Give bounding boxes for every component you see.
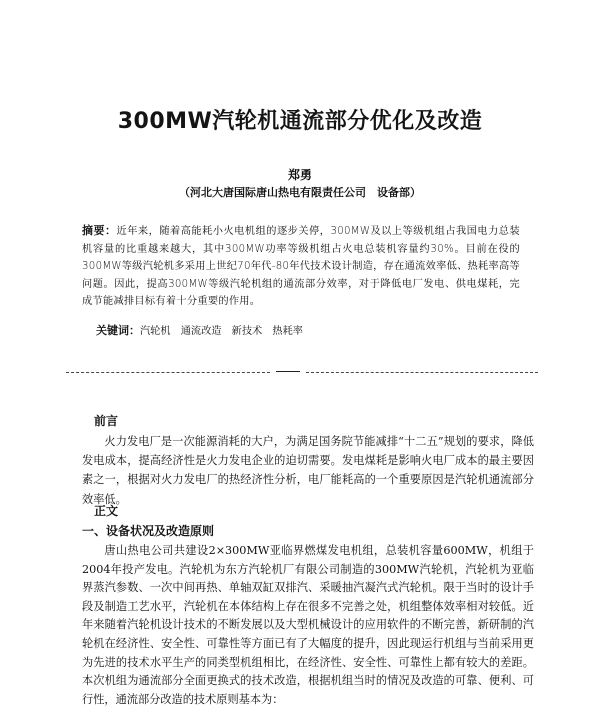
separator-rule-mid xyxy=(276,371,300,372)
preface-heading: 前言 xyxy=(94,414,119,428)
separator-rule-left xyxy=(66,372,270,373)
paper-title: 300MW汽轮机通流部分优化及改造 xyxy=(117,109,483,134)
separator-rule-right xyxy=(306,372,538,373)
keywords-block xyxy=(96,322,516,338)
preface-paragraph: 火力发电厂是一次能源消耗的大户，为满足国务院节能减排“十二五”规划的要求，降低发电成本，提高经济性是火力发电企业的迫切需要。发电煤耗是影响火电厂成本的最主要因素之一，根据对火力发电厂的热经济性分析，电厂能耗高的一个重要原因是汽轮机通流部分效率低。 xyxy=(82,435,534,506)
author-name: 郑勇 xyxy=(287,168,312,182)
keywords-label: 关键词： xyxy=(96,324,140,337)
author-affiliation: （河北大唐国际唐山热电有限责任公司 设备部） xyxy=(179,186,421,199)
keywords-text: 汽轮机 通流改造 新技术 热耗率 xyxy=(140,326,303,337)
section-1-heading: 一、设备状况及改造原则 xyxy=(82,524,215,538)
body-heading: 正文 xyxy=(94,504,119,518)
abstract-block xyxy=(82,222,520,311)
section-1-paragraph: 唐山热电公司共建设2×300MW亚临界燃煤发电机组，总装机容量600MW，机组于2004年投产发电。汽轮机为东方汽轮机厂有限公司制造的300MW汽轮机，汽轮机为亚临界蒸汽参数、一次中间再热、单轴双缸双排汽、采暖抽汽凝汽式汽轮机。限于当时的设计手段及制造工艺水平，汽轮机在本体结构上存在很多不完善之处，机组整体效率相对较低。近年来随着汽轮机设计技术的不断发展以及大型机械设计的应用软件的不断完善，新研制的汽轮机在经济性、安全性、可靠性等方面已有了大幅度的提升，因此现运行机组与当前采用更为先进的技术水平生产的同类型机组相比，在经济性、安全性、可靠性上都有较大的差距。本次机组为通流部分全面更换式的技术改造，根据机组当时的情况及改造的可靠、便利、可行性，通流部分改造的技术原则基本为： xyxy=(82,544,534,706)
abstract-label: 摘要： xyxy=(82,224,117,237)
abstract-text: 近年来，随着高能耗小火电机组的逐步关停，300MW及以上等级机组占我国电力总装机容量的比重越来越大，其中300MW功率等级机组占火电总装机容量约30%。目前在役的300MW等级汽轮机多采用上世纪70年代-80年代技术设计制造，存在通流效率低、热耗率高等问题。因此，提高300MW等级汽轮机组的通流部分效率，对于降低电厂发电、供电煤耗，完成节能减排目标有着十分重要的作用。 xyxy=(82,226,520,308)
